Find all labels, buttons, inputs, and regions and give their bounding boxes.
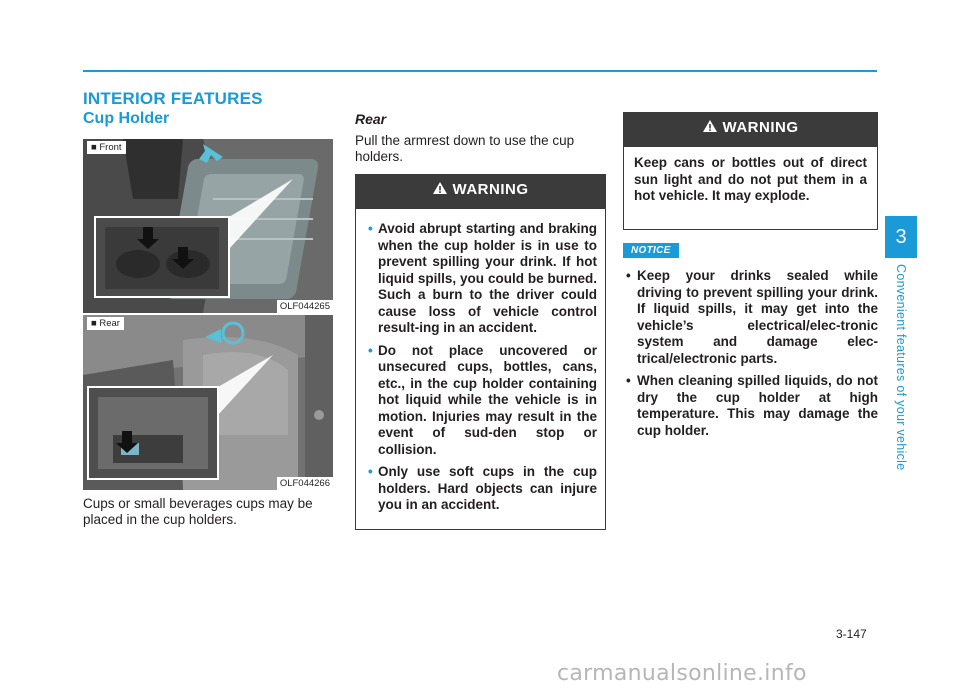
section-title: INTERIOR FEATURES — [83, 89, 263, 108]
front-image-label: ■ Front — [87, 141, 126, 154]
rear-image-label: ■ Rear — [87, 317, 124, 330]
warning-header — [624, 113, 877, 147]
bullet-icon: • — [368, 342, 373, 358]
rear-heading: Rear — [355, 111, 387, 127]
warning-box-sunlight — [623, 112, 878, 230]
cup-holder-intro-text: Cups or small beverages cups may be placed in the cup holders. — [83, 496, 313, 527]
cup-holder-heading: Cup Holder — [83, 110, 170, 127]
warning-title: WARNING — [722, 119, 799, 136]
warning-triangle-icon — [703, 113, 717, 143]
warning-text: Keep cans or bottles out of direct sun light and do not put them in a hot vehicle. It may explode. — [634, 155, 867, 203]
rear-image-code: OLF044266 — [277, 477, 333, 490]
rear-cup-holder-image — [83, 315, 333, 490]
notice-item: • When cleaning spilled liquids, do not dry the cup holder at high temperature. This may damage the cup holder. — [626, 373, 878, 438]
front-image-code: OLF044265 — [277, 300, 333, 313]
bullet-icon: • — [368, 464, 373, 479]
warning-item: • Only use soft cups in the cup holders. Hard objects can injure you in an accident. — [368, 464, 597, 512]
chapter-number-tab: 3 — [885, 216, 917, 258]
page-number: 3-147 — [836, 627, 867, 641]
bullet-icon: • — [626, 268, 631, 283]
watermark: carmanualsonline.info — [557, 661, 807, 686]
warning-box-main — [355, 174, 606, 530]
warning-item: • Do not place uncovered or unsecured cups, bottles, cans, etc., in the cup holder containing hot liquid while the vehicle is in motion. Injuries may result in the event of sud-den stop or collision. — [368, 342, 597, 457]
bullet-icon: • — [368, 221, 373, 236]
warning-triangle-icon — [433, 175, 447, 205]
warning-header — [356, 175, 605, 209]
rear-instruction-text: Pull the armrest down to use the cup holders. — [355, 133, 575, 164]
notice-badge: NOTICE — [623, 243, 679, 258]
front-cup-holder-image — [83, 139, 333, 313]
header-rule — [83, 70, 877, 72]
notice-item: • Keep your drinks sealed while driving to prevent spilling your drink. If liquid spills, it may get into the vehicle’s electrical/elec-tronic system and damage elec-trical/electronic parts. — [626, 268, 878, 366]
warning-item: • Avoid abrupt starting and braking when the cup holder is in use to prevent spilling your drink. If hot liquid spills, you could be burned. Such a burn to the driver could cause loss of vehicle control result-ing in an accident. — [368, 221, 597, 335]
bullet-icon: • — [626, 373, 631, 388]
notice-list — [624, 268, 878, 445]
warning-title: WARNING — [452, 181, 529, 198]
